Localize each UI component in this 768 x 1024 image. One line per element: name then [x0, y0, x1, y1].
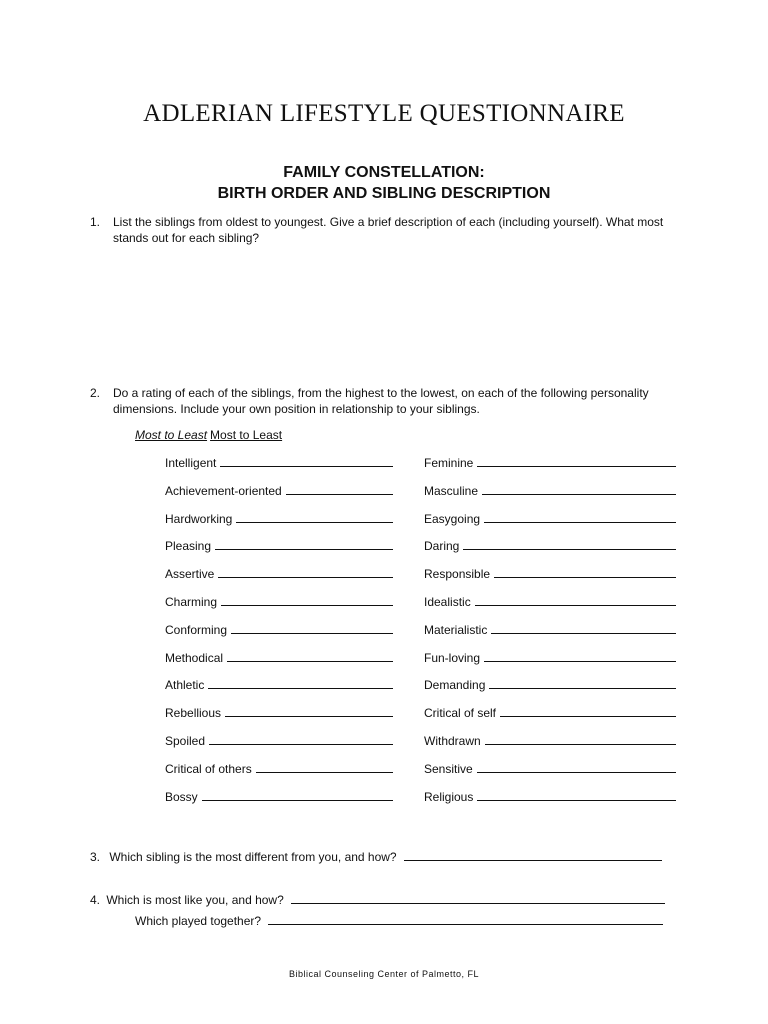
trait-label: Athletic — [165, 678, 205, 693]
trait-item — [424, 566, 680, 581]
trait-item — [165, 650, 395, 665]
rating-line[interactable] — [477, 761, 676, 773]
trait-row — [165, 622, 685, 650]
rating-line[interactable] — [209, 733, 393, 745]
trait-row — [165, 761, 685, 789]
answer-line[interactable] — [404, 849, 662, 861]
rating-line[interactable] — [494, 566, 676, 578]
trait-item — [424, 650, 680, 665]
trait-item — [165, 622, 395, 637]
question-text: List the siblings from oldest to youngest. Give a brief description of each (including yourself). What most stands out for each sibling? — [113, 215, 664, 245]
trait-label: Sensitive — [424, 761, 473, 776]
trait-item — [165, 761, 395, 776]
trait-label: Idealistic — [424, 594, 471, 609]
trait-label: Rebellious — [165, 706, 222, 721]
rating-line[interactable] — [482, 483, 676, 495]
rating-line[interactable] — [227, 650, 393, 662]
trait-item — [424, 705, 680, 720]
rating-line[interactable] — [484, 650, 676, 662]
rating-line[interactable] — [477, 455, 676, 467]
page-title: ADLERIAN LIFESTYLE QUESTIONNAIRE — [143, 100, 625, 127]
trait-row — [165, 483, 685, 511]
rating-line[interactable] — [477, 789, 676, 801]
rating-legend-b: Most to Least — [210, 428, 283, 442]
trait-label: Responsible — [424, 567, 491, 582]
answer-line[interactable] — [268, 913, 663, 925]
trait-label: Religious — [424, 789, 474, 804]
trait-label: Assertive — [165, 567, 215, 582]
rating-line[interactable] — [485, 733, 676, 745]
trait-item — [165, 789, 395, 804]
trait-label: Achievement-oriented — [165, 483, 282, 498]
trait-label: Bossy — [165, 789, 198, 804]
rating-legend-a: Most to Least — [135, 428, 208, 442]
trait-item — [165, 677, 395, 692]
trait-item — [165, 733, 395, 748]
trait-label: Pleasing — [165, 539, 212, 554]
rating-line[interactable] — [491, 622, 676, 634]
trait-item — [424, 761, 680, 776]
rating-line[interactable] — [208, 677, 393, 689]
trait-label: Critical of others — [165, 761, 252, 776]
trait-item — [424, 789, 680, 804]
rating-line[interactable] — [475, 594, 676, 606]
rating-line[interactable] — [202, 789, 393, 801]
trait-label: Hardworking — [165, 511, 233, 526]
trait-row — [165, 538, 685, 566]
trait-label: Critical of self — [424, 706, 497, 721]
trait-item — [424, 677, 680, 692]
trait-grid — [165, 455, 685, 816]
trait-row — [165, 705, 685, 733]
trait-item — [424, 483, 680, 498]
trait-item — [424, 511, 680, 526]
trait-item — [424, 733, 680, 748]
rating-line[interactable] — [463, 538, 676, 550]
trait-row — [165, 650, 685, 678]
rating-line[interactable] — [236, 511, 393, 523]
trait-label: Charming — [165, 594, 218, 609]
trait-item — [424, 622, 680, 637]
trait-item — [165, 538, 395, 553]
trait-row — [165, 733, 685, 761]
trait-row — [165, 455, 685, 483]
trait-row — [165, 511, 685, 539]
section-heading-line2: BIRTH ORDER AND SIBLING DESCRIPTION — [217, 185, 551, 202]
answer-line[interactable] — [291, 892, 665, 904]
question-number: 3. — [90, 850, 101, 864]
rating-line[interactable] — [221, 594, 393, 606]
rating-line[interactable] — [225, 705, 393, 717]
trait-label: Fun-loving — [424, 650, 481, 665]
rating-legend — [135, 428, 282, 442]
section-heading — [0, 162, 768, 204]
rating-line[interactable] — [218, 566, 393, 578]
trait-row — [165, 789, 685, 817]
question-number: 4. — [90, 893, 101, 907]
question-3 — [90, 849, 662, 864]
trait-label: Spoiled — [165, 733, 206, 748]
question-text: Do a rating of each of the siblings, from the highest to the lowest, on each of the following personality dimensions. Include your own position in relationship to your siblings. — [113, 386, 649, 416]
question-4-followup — [135, 913, 663, 928]
trait-item — [165, 511, 395, 526]
rating-line[interactable] — [286, 483, 393, 495]
trait-row — [165, 594, 685, 622]
trait-label: Daring — [424, 539, 460, 554]
section-heading-line1: FAMILY CONSTELLATION: — [283, 164, 485, 181]
question-text: Which is most like you, and how? — [106, 893, 284, 907]
question-number: 2. — [90, 386, 101, 400]
trait-item — [165, 455, 395, 470]
trait-item — [424, 538, 680, 553]
rating-line[interactable] — [231, 622, 393, 634]
rating-line[interactable] — [220, 455, 393, 467]
trait-item — [424, 455, 680, 470]
rating-line[interactable] — [500, 705, 676, 717]
trait-item — [165, 705, 395, 720]
trait-label: Intelligent — [165, 456, 217, 470]
question-text: Which played together? — [135, 914, 262, 928]
question-number: 1. — [90, 215, 101, 229]
rating-line[interactable] — [215, 538, 393, 550]
question-text: Which sibling is the most different from you, and how? — [109, 850, 397, 864]
trait-item — [165, 594, 395, 609]
trait-label: Masculine — [424, 483, 479, 498]
trait-label: Demanding — [424, 678, 486, 693]
trait-label: Easygoing — [424, 511, 481, 526]
trait-item — [165, 483, 395, 498]
trait-label: Feminine — [424, 456, 474, 470]
rating-line[interactable] — [256, 761, 393, 773]
trait-label: Methodical — [165, 650, 224, 665]
trait-row — [165, 566, 685, 594]
trait-label: Withdrawn — [424, 733, 481, 748]
trait-row — [165, 677, 685, 705]
rating-line[interactable] — [484, 511, 676, 523]
trait-item — [424, 594, 680, 609]
rating-line[interactable] — [489, 677, 676, 689]
trait-label: Materialistic — [424, 622, 488, 637]
question-4 — [90, 892, 665, 907]
footer: Biblical Counseling Center of Palmetto, FL — [288, 969, 480, 979]
trait-label: Conforming — [165, 622, 228, 637]
trait-item — [165, 566, 395, 581]
